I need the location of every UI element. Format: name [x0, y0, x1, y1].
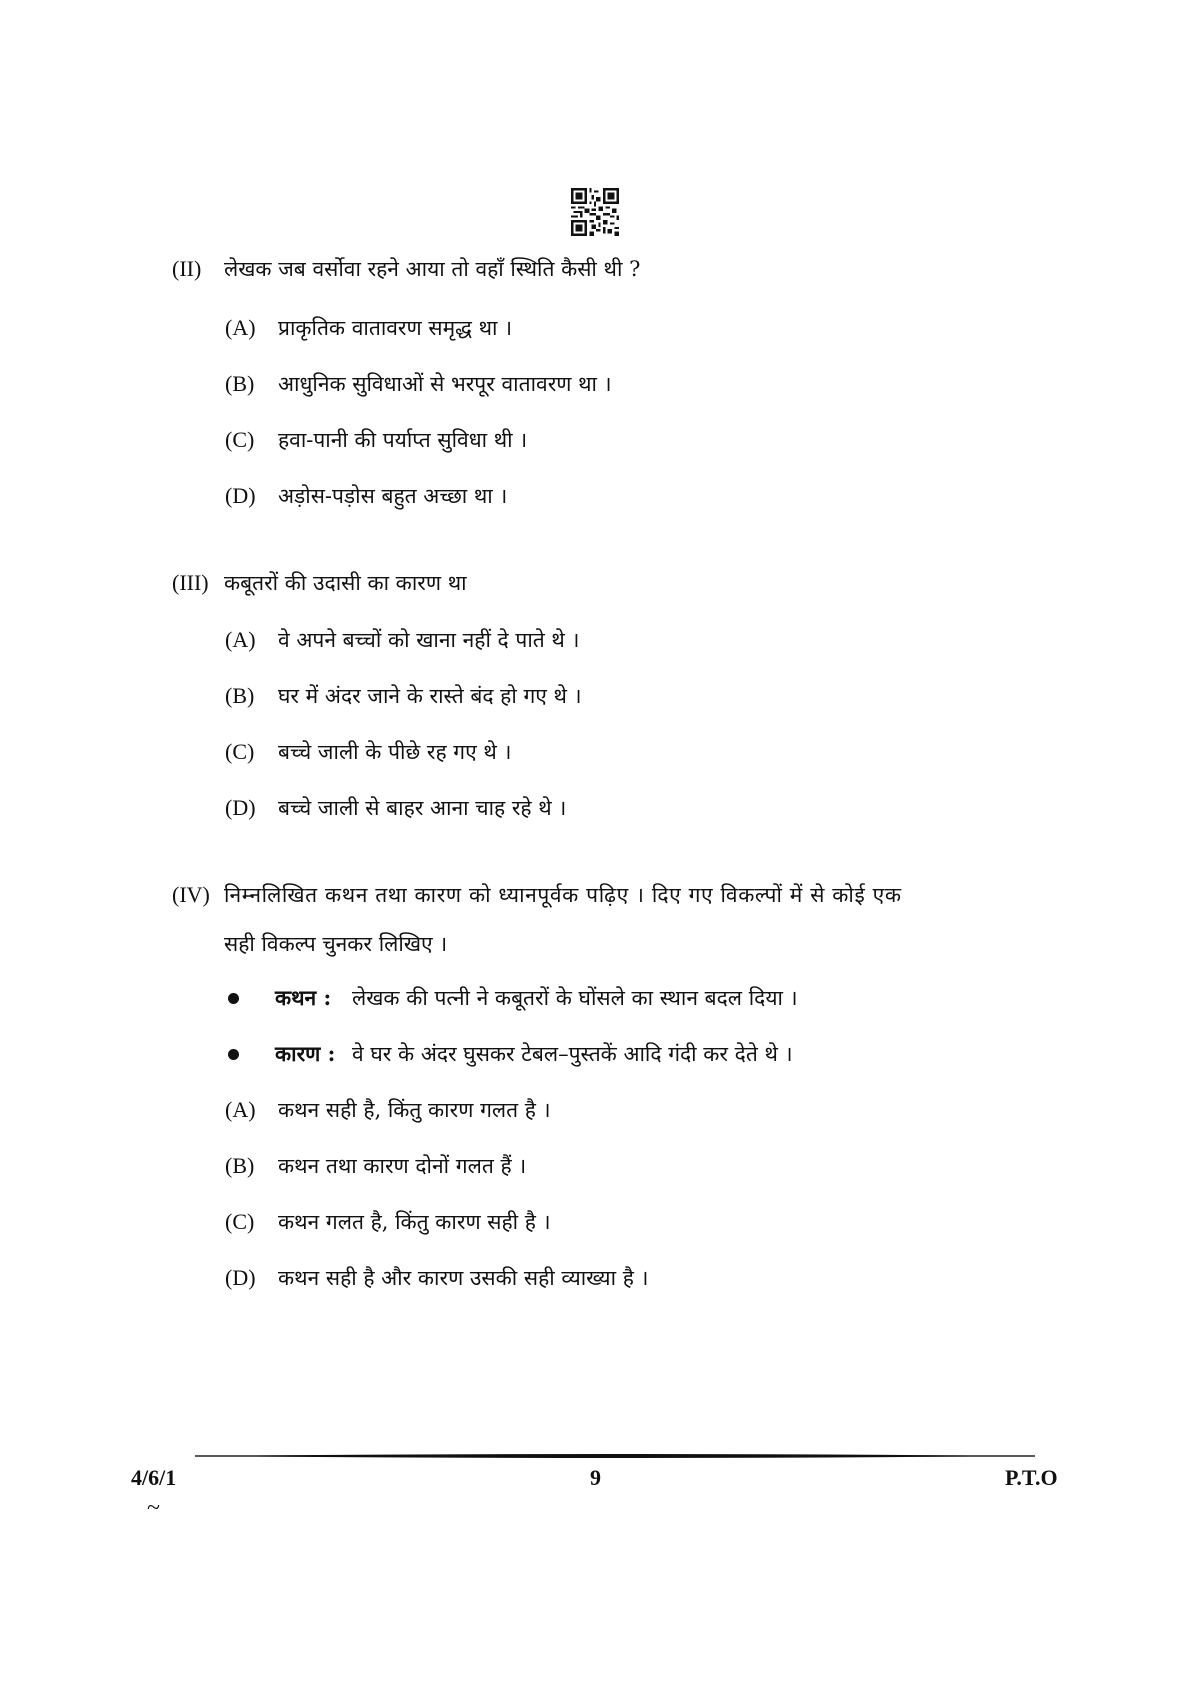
option-text: बच्चे जाली से बाहर आना चाह रहे थे ।	[278, 796, 567, 820]
bullet-icon	[228, 1049, 239, 1060]
option-letter: (B)	[225, 1153, 255, 1178]
option-text: घर में अंदर जाने के रास्ते बंद हो गए थे ।	[278, 684, 582, 708]
reason-label: कारण :	[275, 1041, 336, 1066]
option-letter: (B)	[225, 371, 255, 396]
option-letter: (A)	[225, 1097, 256, 1122]
option-letter: (B)	[225, 683, 255, 708]
option-text: आधुनिक सुविधाओं से भरपूर वातावरण था ।	[278, 372, 612, 396]
pto-label: P.T.O	[1005, 1465, 1058, 1490]
question-text-line-1: निम्नलिखित कथन तथा कारण को ध्यानपूर्वक पढ़िए । दिए गए विकल्पों में से कोई एक	[224, 883, 902, 907]
option-letter: (C)	[225, 1209, 255, 1234]
question-text: लेखक जब वर्सोवा रहने आया तो वहाँ स्थिति कैसी थी ?	[224, 257, 641, 281]
option-letter: (C)	[225, 739, 255, 764]
option-text: प्राकृतिक वातावरण समृद्ध था ।	[278, 316, 513, 340]
footer-divider	[195, 1451, 1035, 1461]
bullet-icon	[228, 993, 239, 1004]
option-letter: (D)	[225, 1265, 256, 1290]
page-number: 9	[590, 1465, 601, 1490]
question-text: कबूतरों की उदासी का कारण था	[224, 571, 467, 595]
question-text-line-2: सही विकल्प चुनकर लिखिए ।	[224, 932, 448, 956]
option-text: अड़ोस-पड़ोस बहुत अच्छा था ।	[278, 484, 508, 508]
statement-label: कथन :	[275, 985, 332, 1010]
option-letter: (D)	[225, 483, 256, 508]
paper-code: 4/6/1	[131, 1465, 177, 1490]
option-text: हवा-पानी की पर्याप्त सुविधा थी ।	[278, 428, 528, 452]
option-text: बच्चे जाली के पीछे रह गए थे ।	[278, 740, 512, 764]
option-text: कथन सही है, किंतु कारण गलत है ।	[278, 1098, 551, 1122]
option-text: वे अपने बच्चों को खाना नहीं दे पाते थे ।	[278, 628, 580, 652]
statement-text: लेखक की पत्नी ने कबूतरों के घोंसले का स्थान बदल दिया ।	[352, 986, 798, 1010]
qr-code-icon	[571, 188, 619, 236]
option-text: कथन गलत है, किंतु कारण सही है ।	[278, 1210, 551, 1234]
option-text: कथन तथा कारण दोनों गलत हैं ।	[278, 1154, 527, 1178]
option-letter: (A)	[225, 315, 256, 340]
option-letter: (D)	[225, 795, 256, 820]
question-number: (IV)	[172, 882, 210, 907]
question-number: (II)	[172, 256, 202, 281]
tilde-mark: ~	[147, 1495, 160, 1521]
option-text: कथन सही है और कारण उसकी सही व्याख्या है ।	[278, 1266, 649, 1290]
question-number: (III)	[172, 570, 209, 595]
option-letter: (C)	[225, 427, 255, 452]
reason-text: वे घर के अंदर घुसकर टेबल–पुस्तकें आदि गंदी कर देते थे ।	[352, 1042, 793, 1066]
option-letter: (A)	[225, 627, 256, 652]
